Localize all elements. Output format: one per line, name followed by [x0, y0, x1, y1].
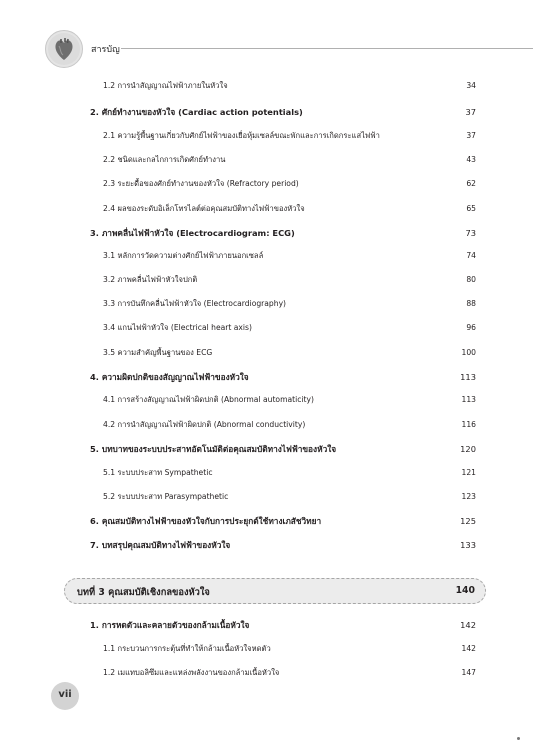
- chapter-page-number: 140: [455, 585, 475, 596]
- chapter-heading: [64, 578, 486, 604]
- running-header: [45, 30, 533, 70]
- toc-subsection-entry[interactable]: [103, 490, 476, 504]
- toc-entry-page: 74: [466, 251, 476, 260]
- toc-section-entry[interactable]: [90, 370, 476, 384]
- toc-subsection-entry[interactable]: [103, 177, 476, 191]
- toc-subsection-entry[interactable]: [103, 346, 476, 360]
- toc-entry-page: 113: [461, 395, 476, 404]
- toc-entry-label: 1.2 การนำสัญญาณไฟฟ้าภายในหัวใจ: [103, 81, 228, 90]
- toc-entry-page: 125: [460, 516, 476, 526]
- toc-entry-page: 123: [461, 492, 476, 501]
- toc-entry-label: 3.4 แกนไฟฟ้าหัวใจ (Electrical heart axis): [103, 323, 252, 332]
- toc-entry-label: 7. บทสรุปคุณสมบัติทางไฟฟ้าของหัวใจ: [90, 540, 231, 550]
- toc-entry-label: 3.3 การบันทึกคลื่นไฟฟ้าหัวใจ (Electrocardiography): [103, 299, 287, 308]
- header-title: สารบัญ: [91, 45, 120, 55]
- toc-section-entry[interactable]: [90, 618, 476, 632]
- toc-entry-page: 73: [465, 228, 476, 238]
- toc-section-entry[interactable]: [90, 514, 476, 528]
- toc-subsection-entry[interactable]: [103, 129, 476, 143]
- toc-entry-label: 3.1 หลักการวัดความต่างศักย์ไฟฟ้าภายนอกเซลล์: [103, 251, 264, 260]
- toc-entry-page: 113: [460, 372, 476, 382]
- toc-entry-page: 142: [460, 620, 476, 630]
- toc-entry-page: 133: [460, 540, 476, 550]
- toc-entry-label: 1. การหดตัวและคลายตัวของกล้ามเนื้อหัวใจ: [90, 620, 250, 630]
- toc-entry-page: 116: [461, 420, 476, 429]
- toc-entry-page: 37: [465, 107, 476, 117]
- toc-section-entry[interactable]: [90, 538, 476, 552]
- toc-subsection-entry[interactable]: [103, 297, 476, 311]
- toc-entry-label: 5.2 ระบบประสาท Parasympathetic: [103, 492, 229, 501]
- toc-entry-label: 5. บทบาทของระบบประสาทอัตโนมัติต่อคุณสมบัติทางไฟฟ้าของหัวใจ: [90, 444, 337, 454]
- toc-entry-label: 1.1 กระบวนการกระตุ้นที่ทำให้กล้ามเนื้อหัวใจหดตัว: [103, 644, 271, 653]
- toc-entry-label: 6. คุณสมบัติทางไฟฟ้าของหัวใจกับการประยุกต์ใช้ทางเภสัชวิทยา: [90, 516, 322, 526]
- toc-entry-label: 3. ภาพคลื่นไฟฟ้าหัวใจ (Electrocardiogram: ECG): [90, 228, 295, 238]
- page-number: vii: [58, 689, 72, 700]
- toc-entry-label: 4.2 การนำสัญญาณไฟฟ้าผิดปกติ (Abnormal conductivity): [103, 420, 306, 429]
- toc-entry-page: 100: [461, 348, 476, 357]
- toc-entry-page: 34: [466, 81, 476, 90]
- toc-entry-page: 121: [461, 468, 476, 477]
- heart-anatomy-icon: [45, 30, 83, 68]
- toc-subsection-entry[interactable]: [103, 249, 476, 263]
- page-number-badge: [51, 682, 79, 710]
- toc-entry-page: 96: [466, 323, 476, 332]
- toc-entry-page: 88: [466, 299, 476, 308]
- toc-subsection-entry[interactable]: [103, 321, 476, 335]
- toc-entry-page: 65: [466, 204, 476, 213]
- toc-entry-label: 3.5 ความสำคัญพื้นฐานของ ECG: [103, 348, 213, 357]
- toc-subsection-entry[interactable]: [103, 418, 476, 432]
- toc-entry-page: 147: [461, 668, 476, 677]
- toc-entry-page: 142: [461, 644, 476, 653]
- toc-entry-label: 4. ความผิดปกติของสัญญาณไฟฟ้าของหัวใจ: [90, 372, 249, 382]
- toc-section-entry[interactable]: [90, 442, 476, 456]
- toc-entry-page: 62: [466, 179, 476, 188]
- toc-subsection-entry[interactable]: [103, 79, 476, 93]
- corner-mark: [517, 737, 520, 740]
- toc-entry-label: 5.1 ระบบประสาท Sympathetic: [103, 468, 213, 477]
- toc-entry-page: 43: [466, 155, 476, 164]
- toc-section-entry[interactable]: [90, 226, 476, 240]
- chapter-title: บทที่ 3 คุณสมบัติเชิงกลของหัวใจ: [77, 587, 210, 598]
- toc-subsection-entry[interactable]: [103, 393, 476, 407]
- toc-entry-label: 4.1 การสร้างสัญญาณไฟฟ้าผิดปกติ (Abnormal automaticity): [103, 395, 314, 404]
- toc-entry-label: 2.3 ระยะดื้อของศักย์ทำงานของหัวใจ (Refractory period): [103, 179, 299, 188]
- toc-subsection-entry[interactable]: [103, 642, 476, 656]
- toc-entry-label: 2.1 ความรู้พื้นฐานเกี่ยวกับศักย์ไฟฟ้าของเยื่อหุ้มเซลล์ขณะพักและการเกิดกระแสไฟฟ้า: [103, 131, 380, 140]
- toc-entry-page: 37: [466, 131, 476, 140]
- toc-entry-label: 1.2 เมแทบอลิซึมและแหล่งพลังงานของกล้ามเนื้อหัวใจ: [103, 668, 280, 677]
- toc-entry-page: 120: [460, 444, 476, 454]
- toc-subsection-entry[interactable]: [103, 273, 476, 287]
- toc-entry-label: 2.4 ผลของระดับอิเล็กโทรไลต์ต่อคุณสมบัติทางไฟฟ้าของหัวใจ: [103, 204, 305, 213]
- header-divider: [121, 48, 533, 49]
- toc-subsection-entry[interactable]: [103, 466, 476, 480]
- toc-section-entry[interactable]: [90, 105, 476, 119]
- toc-entry-label: 2.2 ชนิดและกลไกการเกิดศักย์ทำงาน: [103, 155, 226, 164]
- toc-entry-page: 80: [466, 275, 476, 284]
- toc-subsection-entry[interactable]: [103, 153, 476, 167]
- toc-subsection-entry[interactable]: [103, 666, 476, 680]
- toc-entry-label: 3.2 ภาพคลื่นไฟฟ้าหัวใจปกติ: [103, 275, 198, 284]
- toc-entry-label: 2. ศักย์ทำงานของหัวใจ (Cardiac action potentials): [90, 107, 303, 117]
- toc-subsection-entry[interactable]: [103, 202, 476, 216]
